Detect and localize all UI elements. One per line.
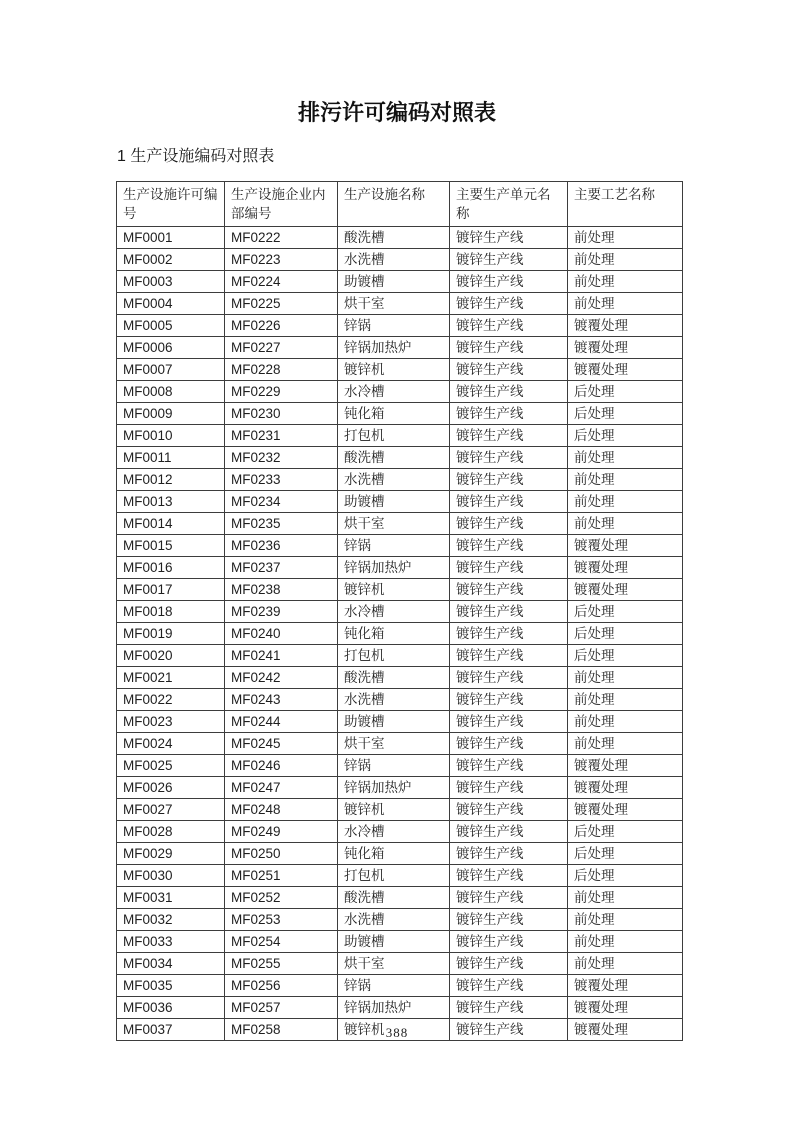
- table-row: [117, 359, 683, 381]
- table-cell: 镀锌生产线: [450, 579, 568, 601]
- table-cell: MF0254: [225, 931, 338, 953]
- table-cell: MF0249: [225, 821, 338, 843]
- table-cell: MF0255: [225, 953, 338, 975]
- table-cell: MF0015: [117, 535, 225, 557]
- table-cell: 镀锌生产线: [450, 491, 568, 513]
- table-cell: 水洗槽: [338, 469, 450, 491]
- table-cell: 镀锌生产线: [450, 777, 568, 799]
- table-cell: 镀锌生产线: [450, 447, 568, 469]
- table-row: [117, 535, 683, 557]
- table-cell: 锌锅加热炉: [338, 777, 450, 799]
- table-cell: 镀覆处理: [568, 1019, 683, 1041]
- table-row: [117, 469, 683, 491]
- table-row: [117, 953, 683, 975]
- table-cell: MF0037: [117, 1019, 225, 1041]
- table-cell: 镀锌生产线: [450, 865, 568, 887]
- table-cell: 助镀槽: [338, 931, 450, 953]
- table-row: [117, 975, 683, 997]
- table-cell: MF0034: [117, 953, 225, 975]
- table-cell: 前处理: [568, 711, 683, 733]
- table-cell: 镀锌生产线: [450, 381, 568, 403]
- table-cell: 镀锌生产线: [450, 425, 568, 447]
- table-cell: 镀锌生产线: [450, 227, 568, 249]
- table-cell: 镀覆处理: [568, 337, 683, 359]
- table-cell: 镀锌生产线: [450, 909, 568, 931]
- table-row: [117, 733, 683, 755]
- table-body: [117, 227, 683, 1041]
- table-cell: MF0009: [117, 403, 225, 425]
- table-cell: MF0017: [117, 579, 225, 601]
- table-cell: MF0029: [117, 843, 225, 865]
- table-row: [117, 227, 683, 249]
- table-cell: MF0232: [225, 447, 338, 469]
- table-cell: 锌锅: [338, 755, 450, 777]
- table-cell: MF0247: [225, 777, 338, 799]
- table-cell: 前处理: [568, 271, 683, 293]
- table-row: [117, 821, 683, 843]
- table-cell: MF0027: [117, 799, 225, 821]
- table-cell: 后处理: [568, 623, 683, 645]
- table-cell: 镀锌机: [338, 579, 450, 601]
- table-cell: 后处理: [568, 865, 683, 887]
- table-cell: MF0022: [117, 689, 225, 711]
- table-cell: MF0227: [225, 337, 338, 359]
- table-cell: 镀锌机: [338, 359, 450, 381]
- table-cell: 镀覆处理: [568, 557, 683, 579]
- table-cell: MF0002: [117, 249, 225, 271]
- table-cell: 镀锌生产线: [450, 601, 568, 623]
- table-row: [117, 777, 683, 799]
- table-cell: MF0003: [117, 271, 225, 293]
- table-cell: 镀锌生产线: [450, 997, 568, 1019]
- table-cell: 锌锅: [338, 535, 450, 557]
- table-cell: MF0028: [117, 821, 225, 843]
- table-row: [117, 601, 683, 623]
- table-cell: 锌锅加热炉: [338, 557, 450, 579]
- table-row: [117, 755, 683, 777]
- table-cell: MF0033: [117, 931, 225, 953]
- table-cell: 烘干室: [338, 733, 450, 755]
- table-cell: MF0226: [225, 315, 338, 337]
- table-cell: 助镀槽: [338, 271, 450, 293]
- table-row: [117, 425, 683, 447]
- table-cell: MF0236: [225, 535, 338, 557]
- table-cell: 后处理: [568, 601, 683, 623]
- table-cell: 水冷槽: [338, 601, 450, 623]
- table-cell: MF0005: [117, 315, 225, 337]
- table-cell: MF0031: [117, 887, 225, 909]
- table-row: [117, 909, 683, 931]
- table-row: [117, 887, 683, 909]
- table-cell: MF0025: [117, 755, 225, 777]
- table-row: [117, 293, 683, 315]
- table-cell: 水洗槽: [338, 689, 450, 711]
- table-cell: 前处理: [568, 491, 683, 513]
- table-row: [117, 645, 683, 667]
- table-cell: 烘干室: [338, 293, 450, 315]
- table-cell: 镀锌生产线: [450, 271, 568, 293]
- table-row: [117, 579, 683, 601]
- table-cell: 镀覆处理: [568, 997, 683, 1019]
- table-row: [117, 689, 683, 711]
- table-cell: MF0032: [117, 909, 225, 931]
- table-row: [117, 381, 683, 403]
- table-cell: MF0242: [225, 667, 338, 689]
- table-cell: 后处理: [568, 425, 683, 447]
- table-cell: MF0021: [117, 667, 225, 689]
- table-cell: 水洗槽: [338, 909, 450, 931]
- table-cell: MF0233: [225, 469, 338, 491]
- table-cell: 钝化箱: [338, 403, 450, 425]
- table-cell: MF0011: [117, 447, 225, 469]
- table-cell: 烘干室: [338, 953, 450, 975]
- table-cell: MF0222: [225, 227, 338, 249]
- table-cell: 镀锌生产线: [450, 315, 568, 337]
- table-cell: 镀锌生产线: [450, 799, 568, 821]
- table-row: [117, 271, 683, 293]
- table-cell: 钝化箱: [338, 843, 450, 865]
- table-cell: 锌锅: [338, 315, 450, 337]
- table-cell: 镀锌生产线: [450, 667, 568, 689]
- table-cell: 镀锌生产线: [450, 711, 568, 733]
- table-cell: MF0035: [117, 975, 225, 997]
- table-cell: 前处理: [568, 249, 683, 271]
- table-cell: 锌锅加热炉: [338, 337, 450, 359]
- table-row: [117, 711, 683, 733]
- table-cell: MF0026: [117, 777, 225, 799]
- table-cell: MF0223: [225, 249, 338, 271]
- table-cell: 前处理: [568, 733, 683, 755]
- table-row: [117, 997, 683, 1019]
- table-cell: MF0238: [225, 579, 338, 601]
- table-cell: 助镀槽: [338, 491, 450, 513]
- table-cell: 镀锌生产线: [450, 293, 568, 315]
- table-cell: 镀锌生产线: [450, 359, 568, 381]
- table-cell: MF0253: [225, 909, 338, 931]
- table-cell: MF0237: [225, 557, 338, 579]
- table-header-row: [117, 182, 683, 227]
- table-cell: 前处理: [568, 909, 683, 931]
- column-header: 主要工艺名称: [568, 182, 683, 227]
- table-cell: 镀锌生产线: [450, 887, 568, 909]
- table-cell: MF0224: [225, 271, 338, 293]
- table-cell: MF0036: [117, 997, 225, 1019]
- table-cell: MF0231: [225, 425, 338, 447]
- page-number: 388: [385, 1025, 409, 1040]
- column-header: 生产设施企业内部编号: [225, 182, 338, 227]
- table-cell: 镀锌生产线: [450, 821, 568, 843]
- table-cell: 镀覆处理: [568, 535, 683, 557]
- table-cell: 镀锌机: [338, 799, 450, 821]
- table-cell: 镀锌生产线: [450, 645, 568, 667]
- table-cell: 镀锌生产线: [450, 689, 568, 711]
- table-cell: 镀锌生产线: [450, 1019, 568, 1041]
- table-cell: MF0256: [225, 975, 338, 997]
- table-row: [117, 865, 683, 887]
- table-cell: MF0013: [117, 491, 225, 513]
- table-row: [117, 249, 683, 271]
- table-cell: MF0245: [225, 733, 338, 755]
- table-cell: 烘干室: [338, 513, 450, 535]
- table-cell: 前处理: [568, 887, 683, 909]
- table-cell: MF0008: [117, 381, 225, 403]
- table-cell: 后处理: [568, 843, 683, 865]
- table-cell: 水冷槽: [338, 821, 450, 843]
- table-cell: 镀锌生产线: [450, 403, 568, 425]
- table-cell: 钝化箱: [338, 623, 450, 645]
- table-cell: MF0235: [225, 513, 338, 535]
- table-cell: 前处理: [568, 931, 683, 953]
- table-cell: 助镀槽: [338, 711, 450, 733]
- table-cell: MF0248: [225, 799, 338, 821]
- table-cell: 打包机: [338, 425, 450, 447]
- table-cell: MF0019: [117, 623, 225, 645]
- table-cell: 镀锌生产线: [450, 557, 568, 579]
- table-row: [117, 403, 683, 425]
- table-cell: MF0228: [225, 359, 338, 381]
- table-cell: 锌锅加热炉: [338, 997, 450, 1019]
- table-cell: 镀覆处理: [568, 975, 683, 997]
- table-cell: 前处理: [568, 513, 683, 535]
- table-row: [117, 447, 683, 469]
- table-cell: 镀锌生产线: [450, 975, 568, 997]
- table-cell: MF0229: [225, 381, 338, 403]
- table-cell: MF0020: [117, 645, 225, 667]
- table-cell: 打包机: [338, 645, 450, 667]
- table-cell: 前处理: [568, 469, 683, 491]
- table-cell: MF0023: [117, 711, 225, 733]
- table-cell: 酸洗槽: [338, 887, 450, 909]
- table-cell: 前处理: [568, 689, 683, 711]
- table-cell: MF0010: [117, 425, 225, 447]
- table-cell: MF0252: [225, 887, 338, 909]
- table-cell: 镀锌生产线: [450, 843, 568, 865]
- table-row: [117, 315, 683, 337]
- table-cell: MF0234: [225, 491, 338, 513]
- table-cell: 镀覆处理: [568, 359, 683, 381]
- column-header: 生产设施名称: [338, 182, 450, 227]
- table-cell: 前处理: [568, 227, 683, 249]
- table-cell: 酸洗槽: [338, 227, 450, 249]
- table-cell: 打包机: [338, 865, 450, 887]
- table-cell: 镀覆处理: [568, 799, 683, 821]
- table-cell: MF0006: [117, 337, 225, 359]
- table-cell: 后处理: [568, 403, 683, 425]
- table-cell: MF0004: [117, 293, 225, 315]
- document-title: 排污许可编码对照表: [297, 100, 496, 125]
- table-cell: MF0001: [117, 227, 225, 249]
- table-row: [117, 931, 683, 953]
- table-cell: 镀覆处理: [568, 755, 683, 777]
- column-header: 主要生产单元名称: [450, 182, 568, 227]
- table-row: [117, 557, 683, 579]
- table-row: [117, 623, 683, 645]
- column-header: 生产设施许可编号: [117, 182, 225, 227]
- table-header: [117, 182, 683, 227]
- table-cell: MF0012: [117, 469, 225, 491]
- table-cell: 锌锅: [338, 975, 450, 997]
- table-cell: 镀锌生产线: [450, 733, 568, 755]
- section-heading: 1 生产设施编码对照表: [117, 148, 275, 165]
- table-row: [117, 799, 683, 821]
- table-cell: 后处理: [568, 821, 683, 843]
- table-cell: 镀锌生产线: [450, 953, 568, 975]
- table-cell: 镀锌机: [338, 1019, 450, 1041]
- table-cell: 前处理: [568, 447, 683, 469]
- table-cell: MF0250: [225, 843, 338, 865]
- table-cell: MF0225: [225, 293, 338, 315]
- table-cell: MF0257: [225, 997, 338, 1019]
- table-cell: 镀覆处理: [568, 579, 683, 601]
- table-cell: 镀锌生产线: [450, 513, 568, 535]
- table-row: [117, 337, 683, 359]
- table-cell: 镀覆处理: [568, 777, 683, 799]
- table-cell: MF0244: [225, 711, 338, 733]
- table-cell: MF0024: [117, 733, 225, 755]
- table-cell: 前处理: [568, 293, 683, 315]
- table-cell: MF0241: [225, 645, 338, 667]
- table-cell: 酸洗槽: [338, 667, 450, 689]
- table-cell: 镀锌生产线: [450, 755, 568, 777]
- table-cell: 前处理: [568, 667, 683, 689]
- table-cell: 酸洗槽: [338, 447, 450, 469]
- table-cell: MF0014: [117, 513, 225, 535]
- table-cell: 后处理: [568, 381, 683, 403]
- table-cell: MF0258: [225, 1019, 338, 1041]
- table-cell: MF0030: [117, 865, 225, 887]
- table-cell: MF0243: [225, 689, 338, 711]
- table-cell: 后处理: [568, 645, 683, 667]
- table-cell: 水洗槽: [338, 249, 450, 271]
- table-cell: 前处理: [568, 953, 683, 975]
- facility-code-table: [116, 181, 683, 1041]
- table-cell: MF0240: [225, 623, 338, 645]
- table-cell: MF0230: [225, 403, 338, 425]
- table-cell: MF0016: [117, 557, 225, 579]
- table-row: [117, 513, 683, 535]
- table-cell: 镀锌生产线: [450, 535, 568, 557]
- table-cell: MF0239: [225, 601, 338, 623]
- table-row: [117, 843, 683, 865]
- table-cell: MF0246: [225, 755, 338, 777]
- table-row: [117, 667, 683, 689]
- table-cell: MF0007: [117, 359, 225, 381]
- table-row: [117, 491, 683, 513]
- table-cell: 水冷槽: [338, 381, 450, 403]
- table-cell: MF0251: [225, 865, 338, 887]
- table-cell: 镀锌生产线: [450, 337, 568, 359]
- table-cell: 镀锌生产线: [450, 623, 568, 645]
- table-cell: 镀锌生产线: [450, 931, 568, 953]
- table-cell: 镀锌生产线: [450, 469, 568, 491]
- table-cell: MF0018: [117, 601, 225, 623]
- table-cell: 镀锌生产线: [450, 249, 568, 271]
- table-cell: 镀覆处理: [568, 315, 683, 337]
